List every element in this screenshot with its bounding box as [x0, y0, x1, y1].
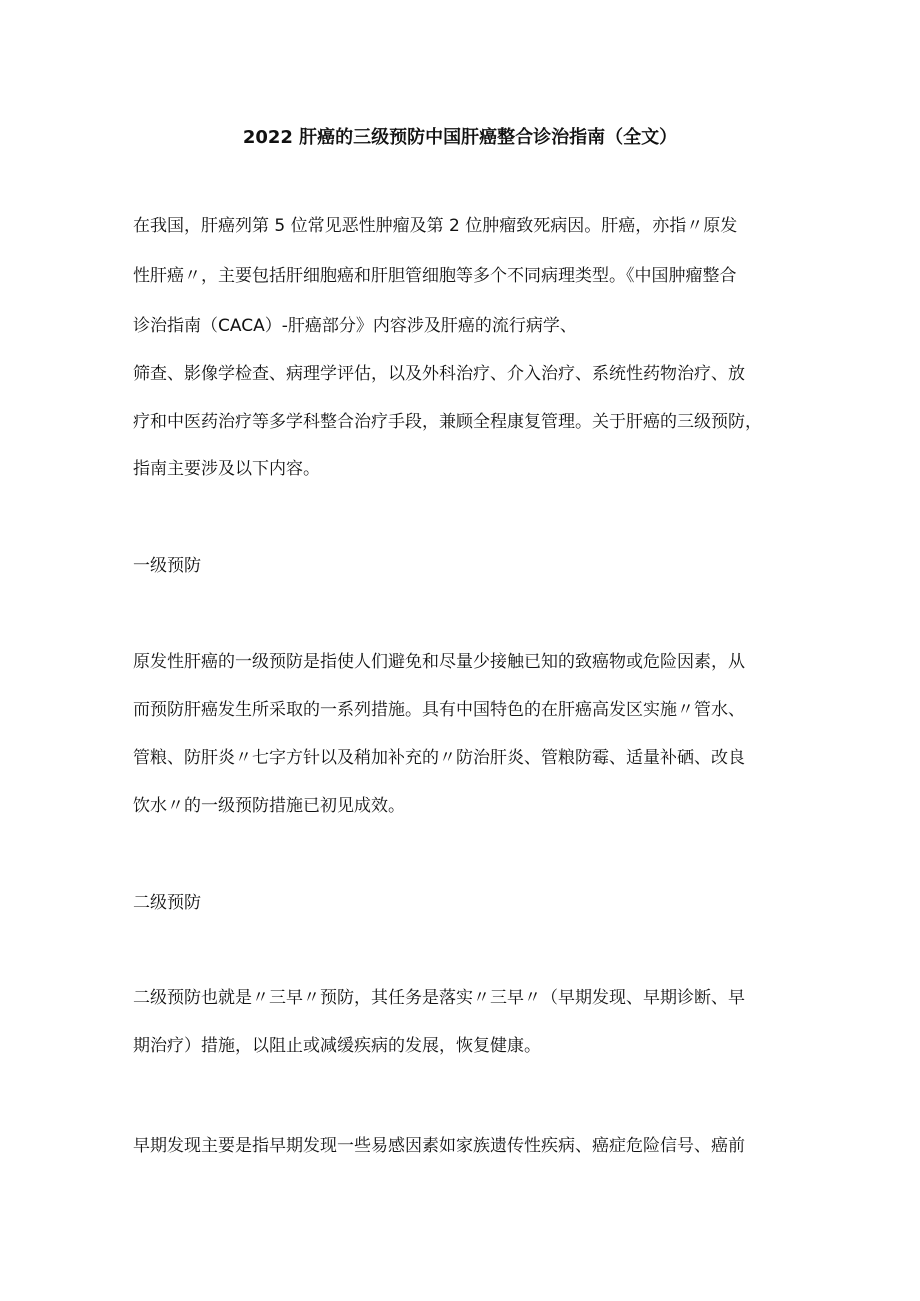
document-title: 2022 肝癌的三级预防中国肝癌整合诊治指南（全文）	[242, 127, 678, 148]
intro-line-4: 筛查、影像学检查、病理学评估，以及外科治疗、介入治疗、系统性药物治疗、放	[133, 364, 745, 384]
section-heading-secondary-prevention: 二级预防	[133, 893, 201, 913]
section2-line-1: 二级预防也就是〃三早〃预防，其任务是落实〃三早〃（早期发现、早期诊断、早	[133, 988, 745, 1008]
intro-line-6: 指南主要涉及以下内容。	[133, 459, 320, 479]
intro-line-3: 诊治指南（CACA）-肝癌部分》内容涉及肝癌的流行病学、	[133, 316, 577, 336]
section1-line-3: 管粮、防肝炎〃七字方针以及稍加补充的〃防治肝炎、管粮防霉、适量补硒、改良	[133, 748, 745, 768]
section2-line-2: 期治疗）措施，以阻止或减缓疾病的发展，恢复健康。	[133, 1036, 541, 1056]
intro-line-5: 疗和中医药治疗等多学科整合治疗手段，兼顾全程康复管理。关于肝癌的三级预防，	[133, 412, 762, 432]
intro-line-2: 性肝癌〃，主要包括肝细胞癌和肝胆管细胞等多个不同病理类型。《中国肿瘤整合	[133, 266, 737, 286]
section1-line-1: 原发性肝癌的一级预防是指使人们避免和尽量少接触已知的致癌物或危险因素，从	[133, 652, 745, 672]
section1-line-2: 而预防肝癌发生所采取的一系列措施。具有中国特色的在肝癌高发区实施〃管水、	[133, 700, 745, 720]
intro-line-1: 在我国，肝癌列第 5 位常见恶性肿瘤及第 2 位肿瘤致死病因。肝癌，亦指〃原发	[133, 216, 738, 236]
section1-line-4: 饮水〃的一级预防措施已初见成效。	[133, 796, 405, 816]
section-heading-primary-prevention: 一级预防	[133, 556, 201, 576]
section3-line-1: 早期发现主要是指早期发现一些易感因素如家族遗传性疾病、癌症危险信号、癌前	[133, 1136, 745, 1156]
